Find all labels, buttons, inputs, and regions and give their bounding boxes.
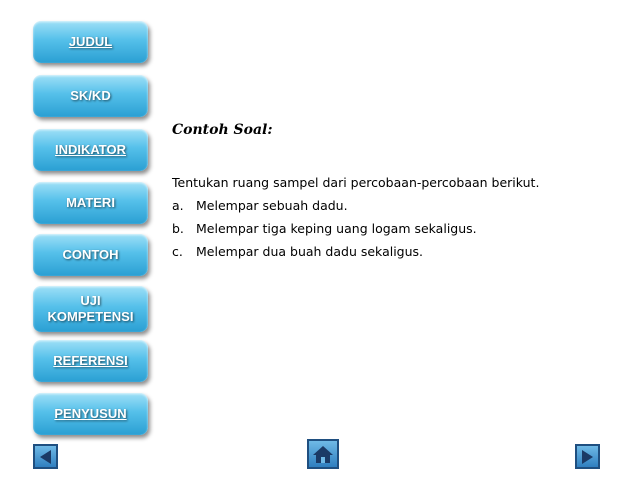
home-button[interactable] [307, 439, 339, 469]
sidebar-item-label: SK/KD [70, 88, 111, 103]
prev-button[interactable] [33, 444, 58, 469]
item-letter: a. [172, 198, 184, 213]
question-intro: Tentukan ruang sampel dari percobaan-percobaan berikut. [172, 175, 540, 190]
sidebar-item-label: MATERI [66, 195, 115, 210]
arrow-right-icon [582, 450, 593, 464]
home-icon [312, 444, 334, 464]
sidebar-item-contoh[interactable] [33, 234, 148, 276]
sidebar-item-referensi[interactable] [33, 340, 148, 382]
next-button[interactable] [575, 444, 600, 469]
item-letter: b. [172, 221, 184, 236]
sidebar-item-judul[interactable] [33, 21, 148, 63]
question-block [172, 174, 539, 266]
arrow-left-icon [40, 450, 51, 464]
sidebar-item-indikator[interactable] [33, 129, 148, 171]
sidebar-item-penyusun[interactable] [33, 393, 148, 435]
sidebar-item-skkd[interactable] [33, 75, 148, 117]
sidebar-item-label: CONTOH [62, 247, 119, 262]
sidebar-item-materi[interactable] [33, 182, 148, 224]
sidebar-item-uji-kompetensi[interactable] [33, 286, 148, 332]
item-text: Melempar tiga keping uang logam sekaligus. [196, 221, 477, 236]
content-title: Contoh Soal: [172, 122, 273, 138]
list-item [172, 243, 539, 266]
list-item [172, 197, 539, 220]
sidebar-item-label: JUDUL [68, 34, 113, 49]
item-text: Melempar sebuah dadu. [196, 198, 348, 213]
item-text: Melempar dua buah dadu sekaligus. [196, 244, 424, 259]
sidebar-item-label: PENYUSUN [54, 406, 127, 421]
sidebar-item-label: INDIKATOR [54, 142, 127, 157]
sidebar-item-label: UJI KOMPETENSI [47, 293, 134, 324]
item-letter: c. [172, 244, 183, 259]
list-item [172, 220, 539, 243]
sidebar-item-label: REFERENSI [53, 353, 128, 368]
